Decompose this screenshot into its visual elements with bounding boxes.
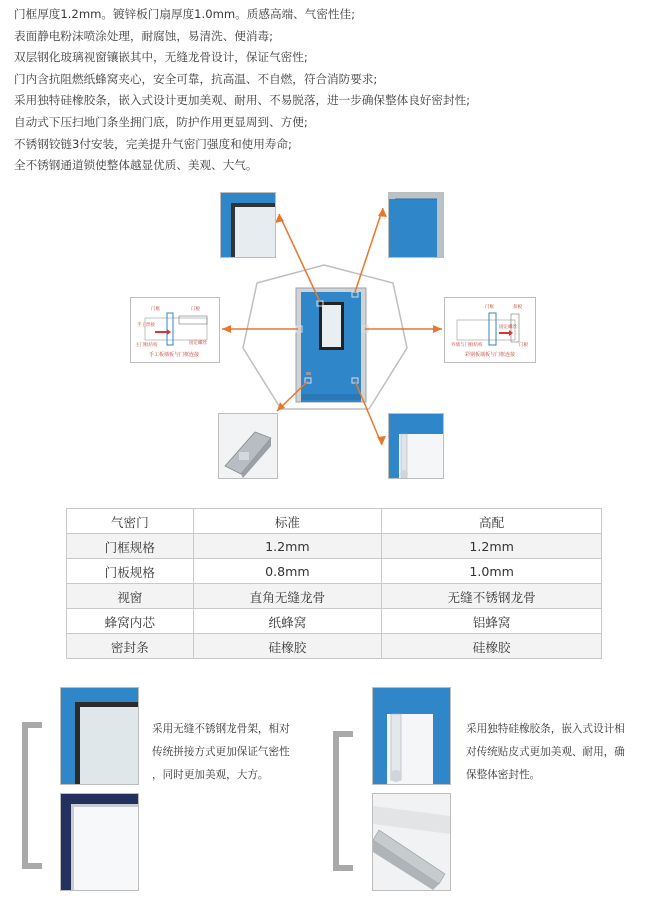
- desc-line: ，同时更加美观，大方。: [152, 769, 269, 781]
- feature-line: 采用独特硅橡胶条，嵌入式设计更加美观、耐用、不易脱落，进一步确保整体良好密封性;: [14, 93, 471, 108]
- desc-line: 对传统贴皮式更加美观、耐用，确: [466, 746, 625, 758]
- right-feature-description: [466, 718, 656, 787]
- table-cell: 直角无缝龙骨: [193, 584, 382, 609]
- door-window-glass: [322, 305, 341, 347]
- detail-drawing-left: [130, 297, 220, 363]
- desc-line: 保整体密封性。: [466, 769, 541, 781]
- table-header-cell: 标准: [193, 509, 382, 534]
- feature-list: [14, 4, 654, 177]
- door-corner-photo: [388, 192, 444, 258]
- table-row: [67, 559, 602, 584]
- feature-line: 表面静电粉沫喷涂处理，耐腐蚀，易清洗、便消毒;: [14, 28, 273, 43]
- feature-line: 不锈钢铰链3付安装，完美提升气密门强度和使用寿命;: [14, 136, 292, 151]
- table-cell: 密封条: [67, 634, 194, 659]
- sweep-profile-photo: [218, 413, 278, 479]
- table-cell: 蜂窝内芯: [67, 609, 194, 634]
- table-cell: 视窗: [67, 584, 194, 609]
- left-bracket: [22, 722, 42, 869]
- table-cell: 硅橡胶: [382, 634, 602, 659]
- feature-line: 门框厚度1.2mm。镀锌板门扇厚度1.0mm。质感高端、气密性佳;: [14, 7, 356, 21]
- table-cell: 0.8mm: [193, 559, 382, 584]
- feature-line: 全不锈钢通道锁使整体越显优质、美观、大气。: [14, 158, 258, 173]
- detail-label: 门框: [151, 307, 160, 312]
- detail-label: 门板: [191, 307, 200, 312]
- table-cell: 1.2mm: [193, 534, 382, 559]
- table-cell: 门框规格: [67, 534, 194, 559]
- feature-line: 门内含抗阻燃纸蜂窝夹心，安全可靠，抗高温、不自燃，符合消防要求;: [14, 71, 378, 86]
- desc-line: 采用独特硅橡胶条，嵌入式设计相: [466, 723, 625, 735]
- seal-corner-photo: [372, 687, 451, 785]
- table-header-cell: 高配: [382, 509, 602, 534]
- table-cell: 门板规格: [67, 559, 194, 584]
- detail-label: 门框: [485, 305, 494, 310]
- desc-line: 传统拼接方式更加保证气密性: [152, 746, 290, 758]
- right-bracket: [333, 731, 353, 871]
- table-row: [67, 634, 602, 659]
- table-cell: 铝蜂窝: [382, 609, 602, 634]
- feature-line: 自动式下压扫地门条坐拥门底，防护作用更显周到、方便;: [14, 114, 308, 129]
- detail-label: 手工焊接: [137, 323, 155, 328]
- frame-corner-photo: [60, 687, 139, 785]
- door-handle: [306, 372, 311, 375]
- detail-label: 固定螺丝: [499, 325, 517, 330]
- seal-strip-photo: [388, 413, 444, 479]
- table-cell: 1.2mm: [382, 534, 602, 559]
- table-cell: 1.0mm: [382, 559, 602, 584]
- detail-drawing-right: [444, 297, 536, 363]
- door-diagram: [0, 188, 665, 493]
- table-row: [67, 534, 602, 559]
- table-row: [67, 609, 602, 634]
- feature-line: 双层钢化玻璃视窗镶嵌其中，无缝龙骨设计，保证气密性;: [14, 50, 308, 65]
- diagram-connectors: [0, 188, 665, 493]
- detail-label: 外墙与门框结构: [451, 343, 483, 348]
- door-bottom-seal: [301, 394, 361, 400]
- detail-label: 门板: [519, 343, 528, 348]
- detail-label: 扣板: [513, 305, 522, 310]
- seal-strip-closeup-photo: [372, 793, 451, 891]
- desc-line: 采用无缝不锈钢龙骨架，相对: [152, 723, 290, 735]
- window-frame-photo: [60, 793, 139, 891]
- window-corner-photo: [220, 192, 276, 258]
- detail-label: 主门框结构: [135, 343, 158, 348]
- spec-table: [66, 508, 602, 659]
- detail-caption: 彩钢板墙板与门框连接: [465, 352, 516, 358]
- table-header-row: [67, 509, 602, 534]
- table-cell: 纸蜂窝: [193, 609, 382, 634]
- table-cell: 硅橡胶: [193, 634, 382, 659]
- detail-caption: 手工板墙板与门框连接: [149, 352, 200, 358]
- table-row: [67, 584, 602, 609]
- table-cell: 无缝不锈钢龙骨: [382, 584, 602, 609]
- detail-label: 固定螺丝: [189, 341, 207, 346]
- table-header-cell: 气密门: [67, 509, 194, 534]
- left-feature-description: [152, 718, 322, 787]
